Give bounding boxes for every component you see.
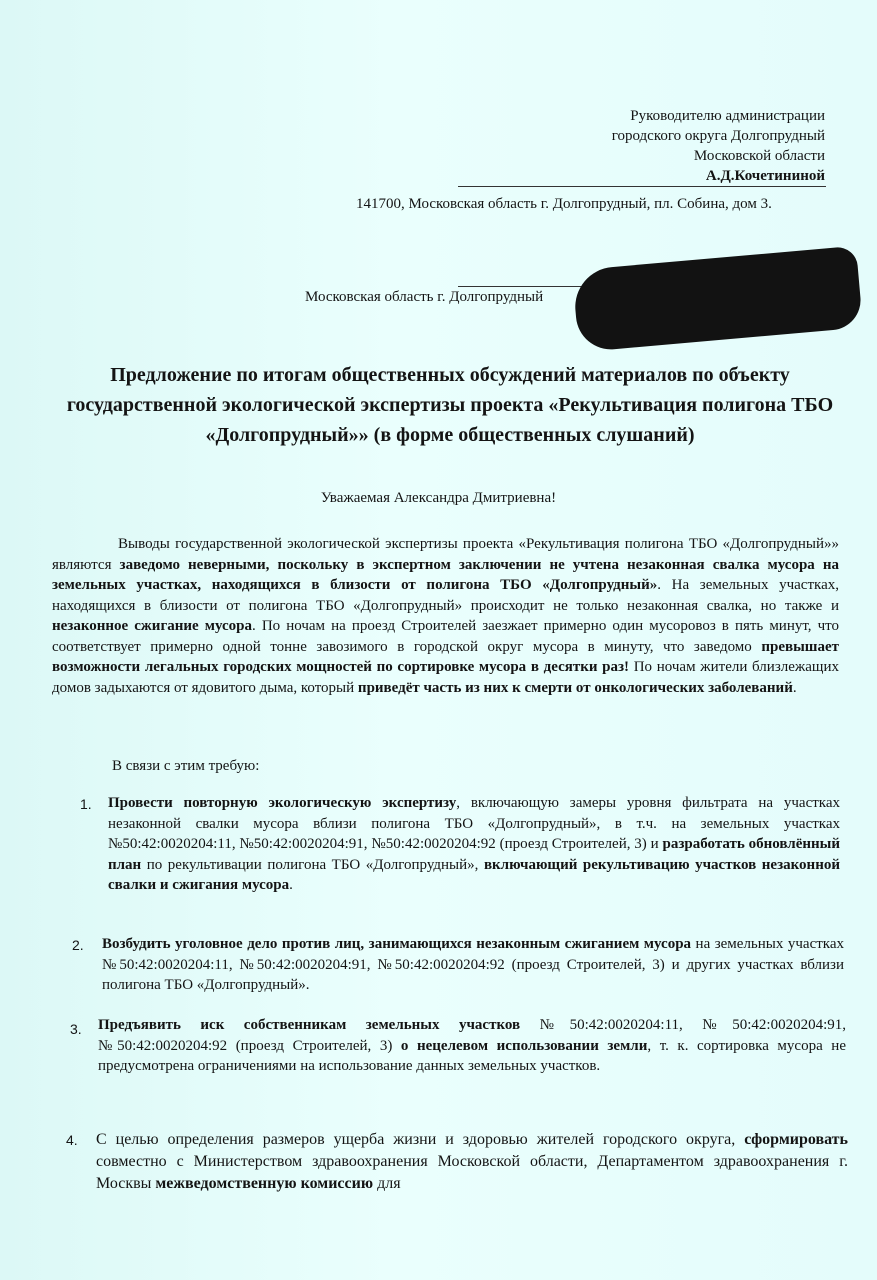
sender-address: Московская область г. Долгопрудный [305, 289, 544, 305]
addressee-line-3: Московской области [693, 148, 825, 164]
greeting: Уважаемая Александра Дмитриевна! [320, 490, 557, 506]
list-item-number: 1. [80, 796, 92, 812]
list-item: Предъявить иск собственникам земельных участков №50:42:0020204:11, №50:42:0020204:91, №50:42:0020204:92 (проезд Строителей, 3) о нецелевом использовании земли, т. к. сортировка мусора не предусмотрена ограничениями на использование данных земельных участков. [98, 1017, 846, 1074]
body-part-bold: незаконное сжигание мусора [52, 618, 253, 634]
body-part: . [792, 679, 797, 696]
list-item: Провести повторную экологическую экспертизу, включающую замеры уровня фильтрата на участках незаконной свалки мусора вблизи полигона ТБО «Долгопрудный», в т.ч. на земельных участках №50:42:0020204:11, №50:42:0020204:91, №50:42:0020204:92 (проезд Строителей, 3) и разработать обновлённый план по рекультивации полигона ТБО «Долгопрудный», включающий рекультивацию участков незаконной свалки и сжигания мусора. [108, 795, 840, 893]
body-part: Выводы государственной экологической экспертизы проекта «Рекультивация полигона ТБО «Долгопрудный»» являются [52, 536, 839, 573]
addressee-address: 141700, Московская область г. Долгопрудный, пл. Собина, дом 3. [356, 196, 772, 212]
body-paragraph [52, 534, 839, 698]
demand-intro: В связи с этим требую: [112, 758, 260, 774]
list-item-number: 4. [66, 1132, 78, 1148]
document-title: Предложение по итогам общественных обсуждений материалов по объекту государственной экологической экспертизы проекта «Рекультивация полигона ТБО «Долгопрудный»» (в форме общественных слушаний) [66, 364, 834, 446]
redaction-mark [572, 246, 863, 353]
addressee-block [612, 106, 825, 186]
body-part: . По ночам на проезд Строителей заезжает примерно один мусоровоз в пять минут, что соответствует примерно одной тонне завозимого в городской округ мусора в минуту, что заведомо [52, 618, 839, 655]
list-item-number: 3. [70, 1021, 82, 1037]
addressee-line-2: городского округа Долгопрудный [611, 128, 825, 144]
addressee-line-1: Руководителю администрации [630, 108, 825, 124]
body-part-bold: приведёт часть из них к смерти от онкологических заболеваний [357, 679, 793, 696]
body-part: . На земельных участках, находящихся в близости от полигона ТБО «Долгопрудный» происходит не только незаконная свалка, но также и [52, 577, 839, 614]
list-item: С целью определения размеров ущерба жизни и здоровью жителей городского округа, сформировать совместно с Министерством здравоохранения Московской области, Департаментом здравоохранения г. Москвы межведомственную комиссию для [96, 1131, 848, 1192]
body-part-bold: превышает возможности легальных городских мощностей по сортировке мусора в десятки раз! [52, 638, 839, 675]
addressee-rule [458, 186, 826, 187]
addressee-name: А.Д.Кочетининой [705, 168, 825, 184]
list-item: Возбудить уголовное дело против лиц, занимающихся незаконным сжиганием мусора на земельных участках №50:42:0020204:11, №50:42:0020204:91, №50:42:0020204:92 (проезд Строителей, 3) и других участках вблизи полигона ТБО «Долгопрудный». [102, 936, 845, 993]
body-part: По ночам жители близлежащих домов задыхаются от ядовитого дыма, который [52, 659, 839, 696]
body-part-bold: заведомо неверными, поскольку в экспертном заключении не учтена незаконная свалка мусора на земельных участках, находящихся в близости от полигона ТБО «Долгопрудный» [52, 556, 839, 593]
list-item-number: 2. [72, 937, 84, 953]
